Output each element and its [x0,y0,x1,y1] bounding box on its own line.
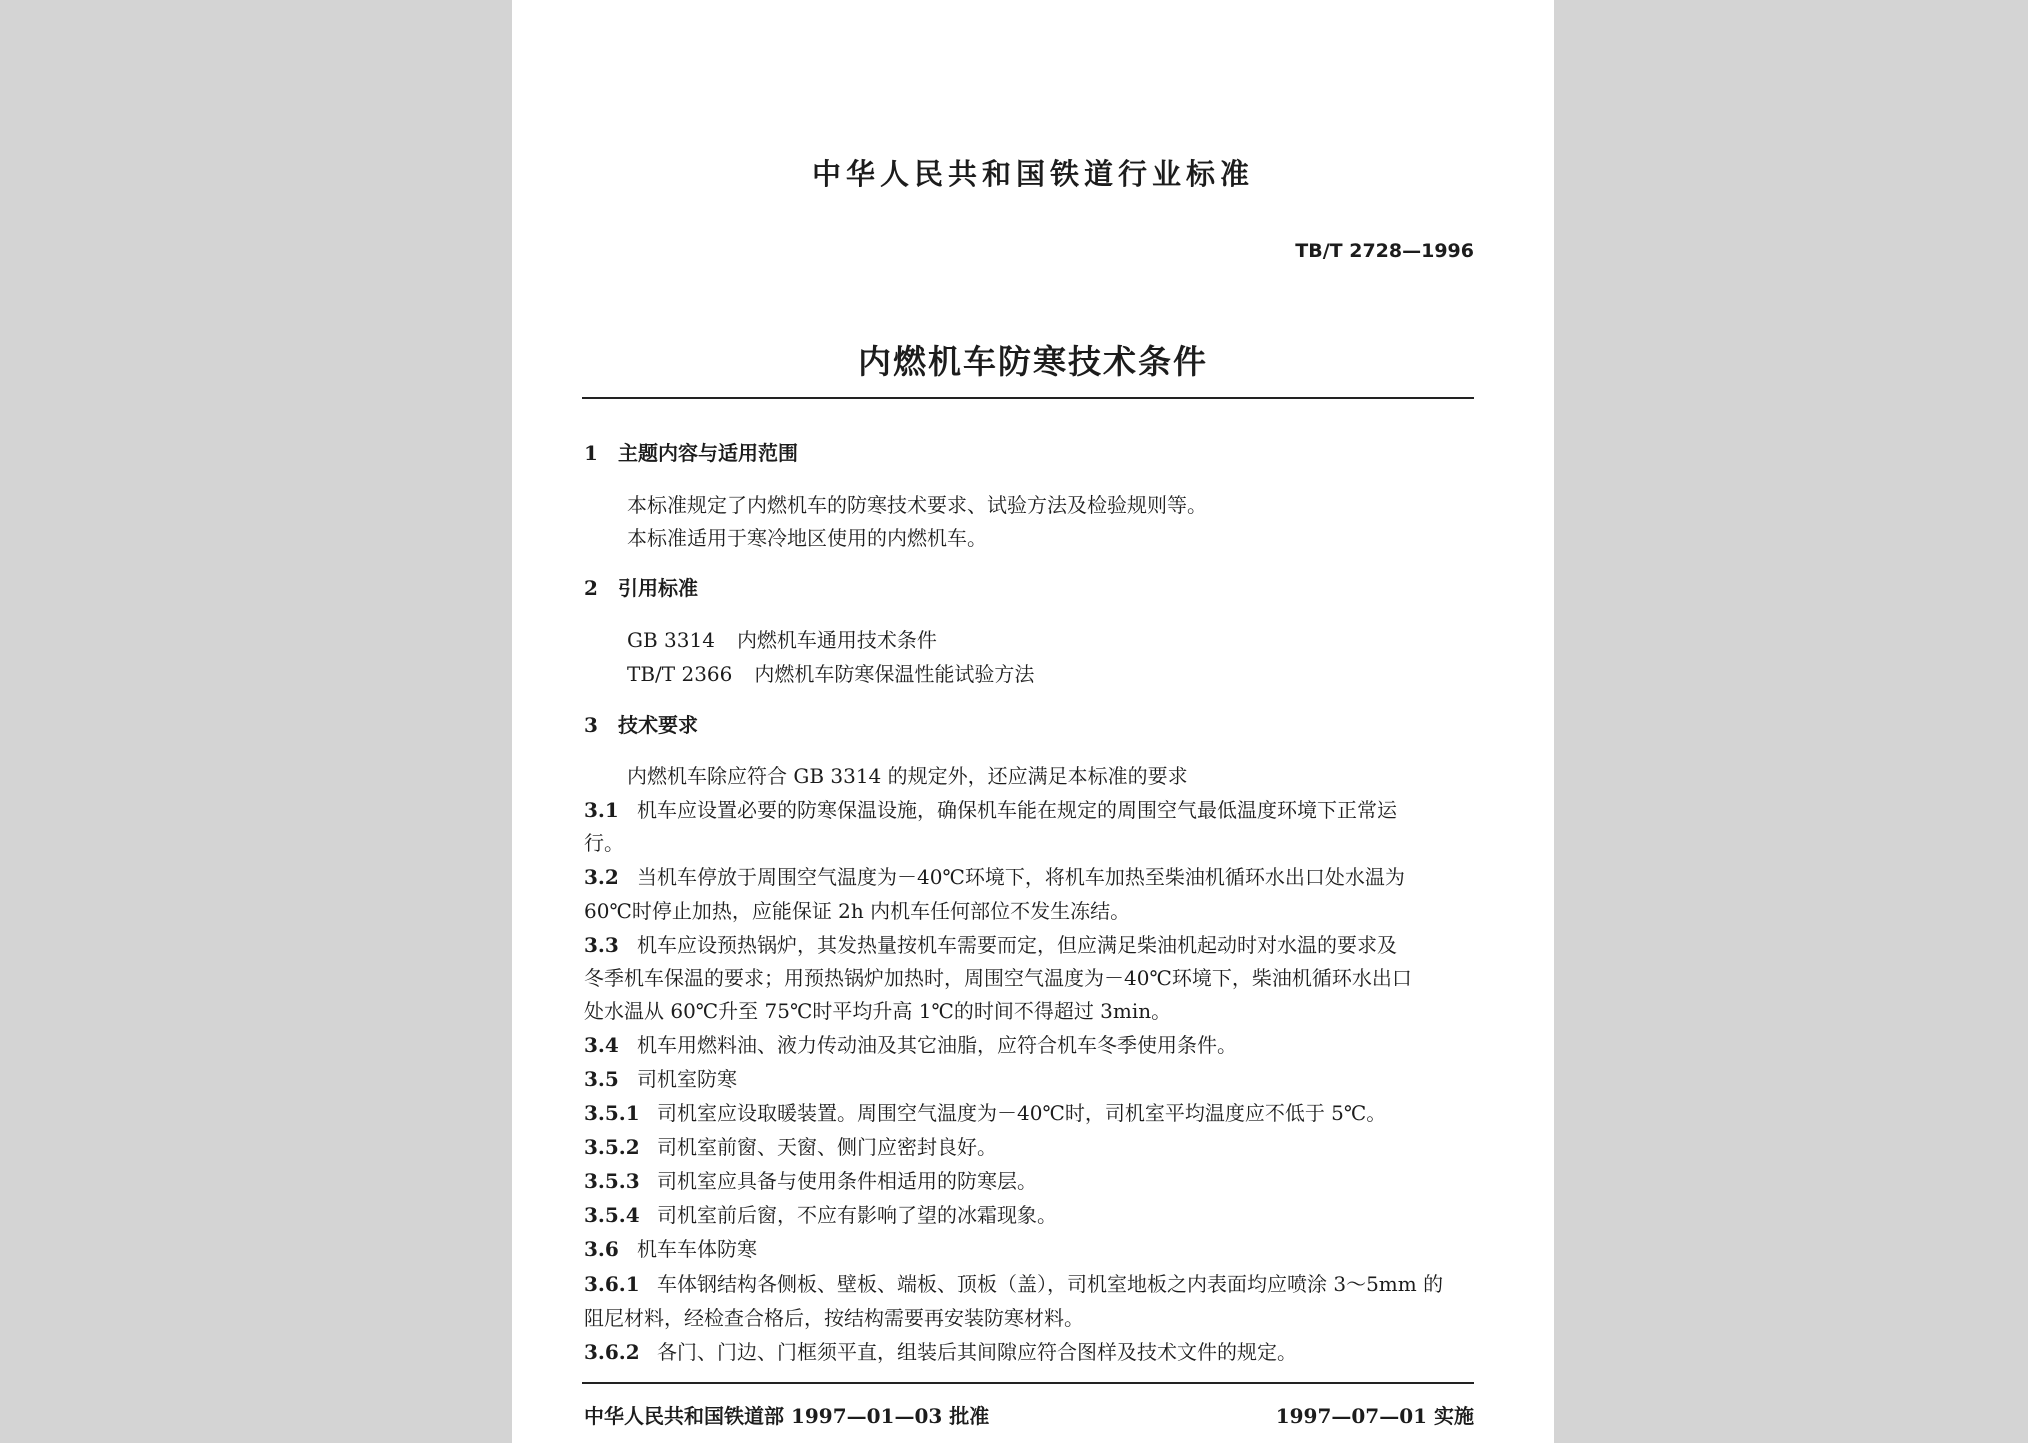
clause-3-6-2 [584,1336,1297,1365]
clause-number: 3.3 [584,933,619,957]
clause-continuation: 行。 [584,831,624,855]
clause-3-3 [584,929,1397,958]
clause-text: 车体钢结构各侧板、壁板、端板、顶板（盖），司机室地板之内表面均应喷涂 3～5mm 的 [657,1272,1444,1296]
section-number: 1 [584,441,598,465]
clause-3-5-3 [584,1165,1037,1194]
clause-text: 司机室应设取暖装置。周围空气温度为－40℃时，司机室平均温度应不低于 5℃。 [657,1101,1387,1125]
ref-name: 内燃机车通用技术条件 [736,628,937,652]
clause-3-6 [584,1233,757,1262]
clause-continuation: 处水温从 60℃升至 75℃时平均升高 1℃的时间不得超过 3min。 [584,999,1172,1023]
clause-3-5 [584,1063,737,1092]
referenced-standard [627,624,937,653]
clause-number: 3.5.3 [584,1169,640,1193]
clause-text: 司机室前窗、天窗、侧门应密封良好。 [657,1135,997,1159]
clause-number: 3.5.1 [584,1101,640,1125]
clause-number: 3.6 [584,1237,619,1261]
clause-3-5-4 [584,1199,1057,1228]
section-title: 引用标准 [618,576,698,600]
clause-3-4 [584,1029,1237,1058]
clause-text: 司机室前后窗，不应有影响了望的冰霜现象。 [657,1203,1057,1227]
clause-number: 3.5.2 [584,1135,640,1159]
clause-continuation: 60℃时停止加热，应能保证 2h 内机车任何部位不发生冻结。 [584,899,1131,923]
implementation-date: 1997—07—01 实施 [1275,1404,1474,1428]
clause-text: 当机车停放于周围空气温度为－40℃环境下，将机车加热至柴油机循环水出口处水温为 [637,865,1405,889]
clause-continuation: 阻尼材料，经检查合格后，按结构需要再安装防寒材料。 [584,1306,1084,1330]
clause-text: 各门、门边、门框须平直，组装后其间隙应符合图样及技术文件的规定。 [657,1340,1297,1364]
clause-3-1 [584,794,1397,823]
clause-number: 3.1 [584,798,619,822]
paragraph: 本标准规定了内燃机车的防寒技术要求、试验方法及检验规则等。 [627,493,1207,517]
clause-number: 3.5 [584,1067,619,1091]
clause-number: 3.6.1 [584,1272,640,1296]
clause-text: 机车应设预热锅炉，其发热量按机车需要而定，但应满足柴油机起动时对水温的要求及 [637,933,1397,957]
ref-code: TB/T 2366 [627,662,733,686]
referenced-standard [627,658,1034,687]
section-title: 技术要求 [618,713,698,737]
section-2-heading [584,572,698,601]
issuing-organization: 中华人民共和国铁道行业标准 [811,157,1254,191]
section-title: 主题内容与适用范围 [618,441,798,465]
clause-continuation: 冬季机车保温的要求；用预热锅炉加热时，周围空气温度为－40℃环境下，柴油机循环水出口 [584,966,1412,990]
clause-text: 机车车体防寒 [637,1237,757,1261]
section-1-heading [584,437,798,466]
paragraph: 本标准适用于寒冷地区使用的内燃机车。 [627,526,987,550]
section-number: 3 [584,713,598,737]
footer-divider [582,1382,1474,1384]
ref-name: 内燃机车防寒保温性能试验方法 [754,662,1035,686]
clause-number: 3.2 [584,865,619,889]
standard-code: TB/T 2728—1996 [1295,240,1474,262]
document-title: 内燃机车防寒技术条件 [858,342,1208,381]
ref-code: GB 3314 [627,628,715,652]
clause-3-6-1 [584,1268,1443,1297]
clause-text: 司机室应具备与使用条件相适用的防寒层。 [657,1169,1037,1193]
clause-3-5-2 [584,1131,997,1160]
clause-text: 机车应设置必要的防寒保温设施，确保机车能在规定的周围空气最低温度环境下正常运 [637,798,1397,822]
approval-note: 中华人民共和国铁道部 1997—01—03 批准 [584,1404,990,1428]
clause-number: 3.6.2 [584,1340,640,1364]
clause-text: 司机室防寒 [637,1067,737,1091]
title-divider [582,397,1474,399]
document-page [512,0,1554,1443]
clause-text: 机车用燃料油、液力传动油及其它油脂，应符合机车冬季使用条件。 [637,1033,1237,1057]
clause-number: 3.5.4 [584,1203,640,1227]
clause-3-2 [584,861,1405,890]
clause-number: 3.4 [584,1033,619,1057]
section-3-heading [584,709,698,738]
section-number: 2 [584,576,598,600]
clause-3-5-1 [584,1097,1386,1126]
section-intro: 内燃机车除应符合 GB 3314 的规定外，还应满足本标准的要求 [627,764,1188,788]
